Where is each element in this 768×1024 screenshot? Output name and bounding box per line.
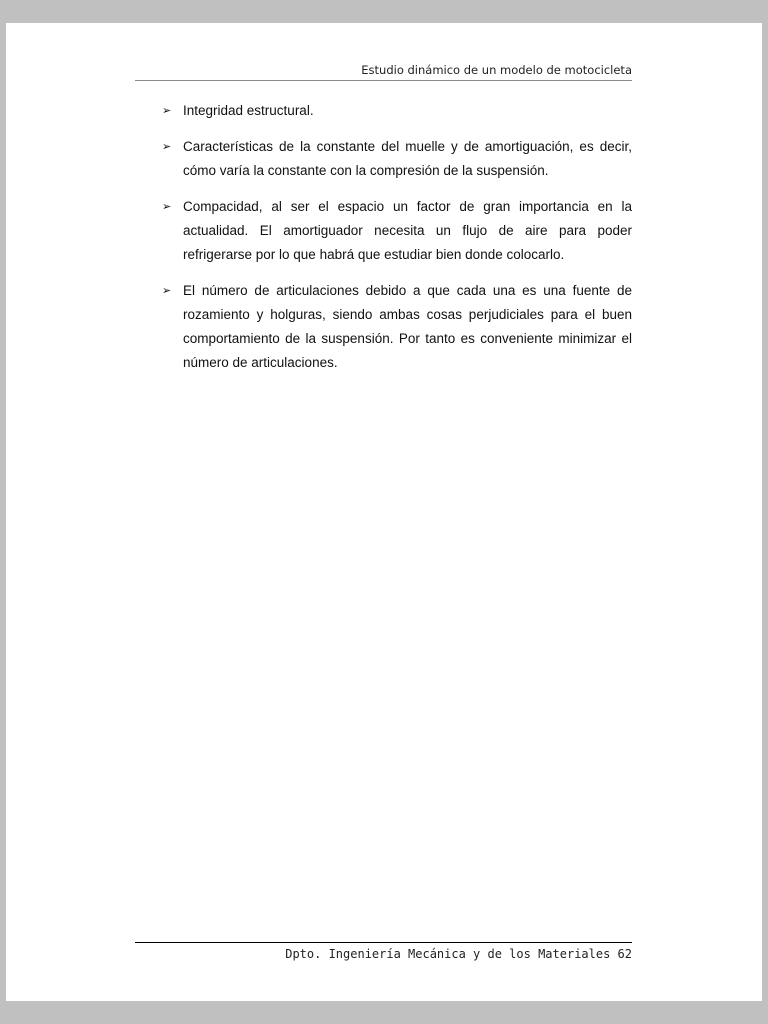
- list-item: [162, 135, 632, 183]
- list-item: [162, 99, 632, 123]
- document-page: [6, 23, 762, 1001]
- list-item: [162, 195, 632, 267]
- list-item-text: Compacidad, al ser el espacio un factor de gran importancia en la actualidad. El amortiguador necesita un flujo de aire para poder refrigerarse por lo que habrá que estudiar bien donde colocarlo.: [183, 199, 632, 262]
- page-footer: Dpto. Ingeniería Mecánica y de los Materiales 62: [135, 942, 632, 963]
- list-item: [162, 279, 632, 375]
- list-item-text: El número de articulaciones debido a que cada una es una fuente de rozamiento y holguras, siendo ambas cosas perjudiciales para el buen comportamiento de la suspensión. Por tanto es conveniente minimizar el número de articulaciones.: [183, 283, 632, 370]
- arrow-bullet-icon: ➢: [162, 284, 172, 297]
- arrow-bullet-icon: ➢: [162, 104, 172, 117]
- bullet-list: [162, 99, 632, 387]
- arrow-bullet-icon: ➢: [162, 140, 172, 153]
- list-item-text: Integridad estructural.: [183, 103, 314, 118]
- page-header: Estudio dinámico de un modelo de motocicleta: [135, 63, 632, 81]
- arrow-bullet-icon: ➢: [162, 200, 172, 213]
- list-item-text: Características de la constante del muelle y de amortiguación, es decir, cómo varía la constante con la compresión de la suspensión.: [183, 139, 632, 178]
